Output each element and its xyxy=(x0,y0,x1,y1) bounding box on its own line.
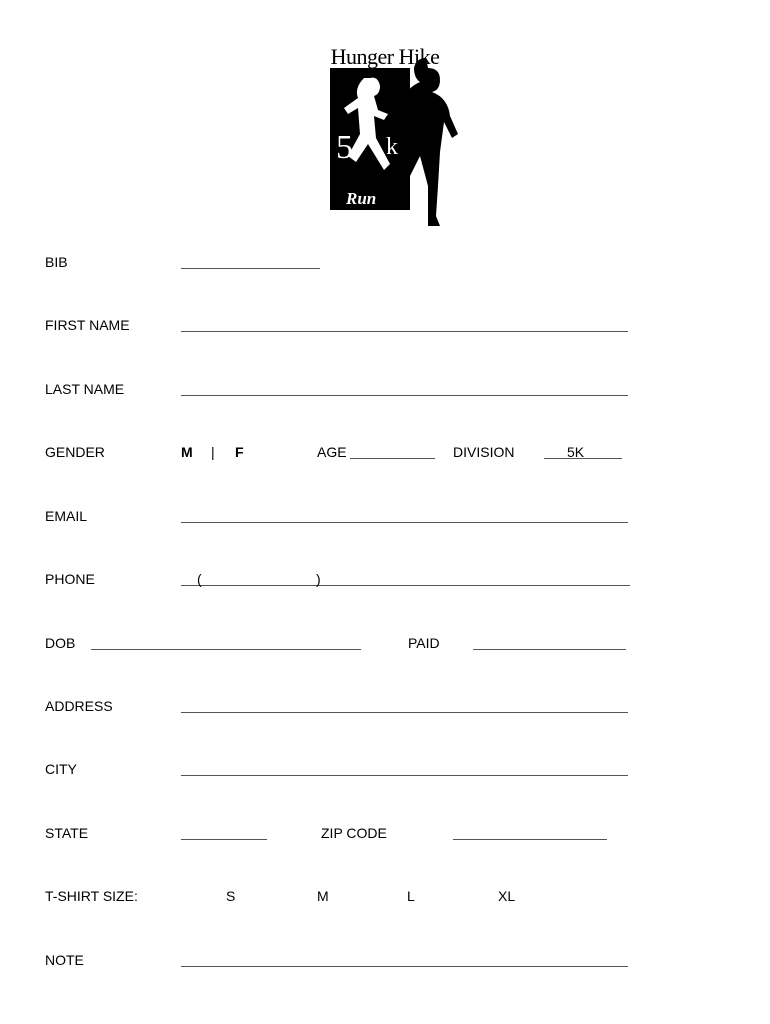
tshirt-size-l[interactable]: L xyxy=(407,888,415,904)
tshirt-size-xl[interactable]: XL xyxy=(498,888,516,904)
gender-label: GENDER xyxy=(45,444,105,460)
zip-code-field[interactable] xyxy=(453,839,607,840)
gender-separator: | xyxy=(211,444,215,460)
gender-female-option[interactable]: F xyxy=(235,444,244,460)
paid-label: PAID xyxy=(408,635,440,651)
state-field[interactable] xyxy=(181,839,267,840)
phone-area-open: ( xyxy=(197,571,202,587)
address-label: ADDRESS xyxy=(45,698,113,714)
phone-label: PHONE xyxy=(45,571,95,587)
tshirt-size-m[interactable]: M xyxy=(317,888,329,904)
email-field[interactable] xyxy=(181,522,628,523)
phone-field[interactable] xyxy=(181,585,630,586)
tshirt-size-label: T-SHIRT SIZE: xyxy=(45,888,138,904)
city-label: CITY xyxy=(45,761,77,777)
paid-field[interactable] xyxy=(473,649,626,650)
state-label: STATE xyxy=(45,825,89,841)
address-field[interactable] xyxy=(181,712,628,713)
phone-area-close: ) xyxy=(316,571,321,587)
first-name-label: FIRST NAME xyxy=(45,317,130,333)
dob-label: DOB xyxy=(45,635,76,651)
email-label: EMAIL xyxy=(45,508,88,524)
first-name-field[interactable] xyxy=(181,331,628,332)
zip-code-label: ZIP CODE xyxy=(321,825,387,841)
age-label: AGE xyxy=(317,444,347,460)
last-name-label: LAST NAME xyxy=(45,381,125,397)
gender-male-option[interactable]: M xyxy=(181,444,193,460)
tshirt-size-s[interactable]: S xyxy=(226,888,236,904)
svg-text:k: k xyxy=(386,134,398,160)
division-label: DIVISION xyxy=(453,444,515,460)
division-value: 5K xyxy=(567,444,585,460)
hunger-hike-logo xyxy=(300,38,470,243)
logo-title: Hunger Hike xyxy=(330,44,440,69)
last-name-field[interactable] xyxy=(181,395,628,396)
note-field[interactable] xyxy=(181,966,628,967)
age-field[interactable] xyxy=(350,458,435,459)
bib-field[interactable] xyxy=(181,268,320,269)
svg-text:Run: Run xyxy=(346,189,377,208)
svg-text:5: 5 xyxy=(336,129,353,166)
city-field[interactable] xyxy=(181,775,628,776)
dob-field[interactable] xyxy=(91,649,361,650)
note-label: NOTE xyxy=(45,952,84,968)
bib-label: BIB xyxy=(45,254,68,270)
